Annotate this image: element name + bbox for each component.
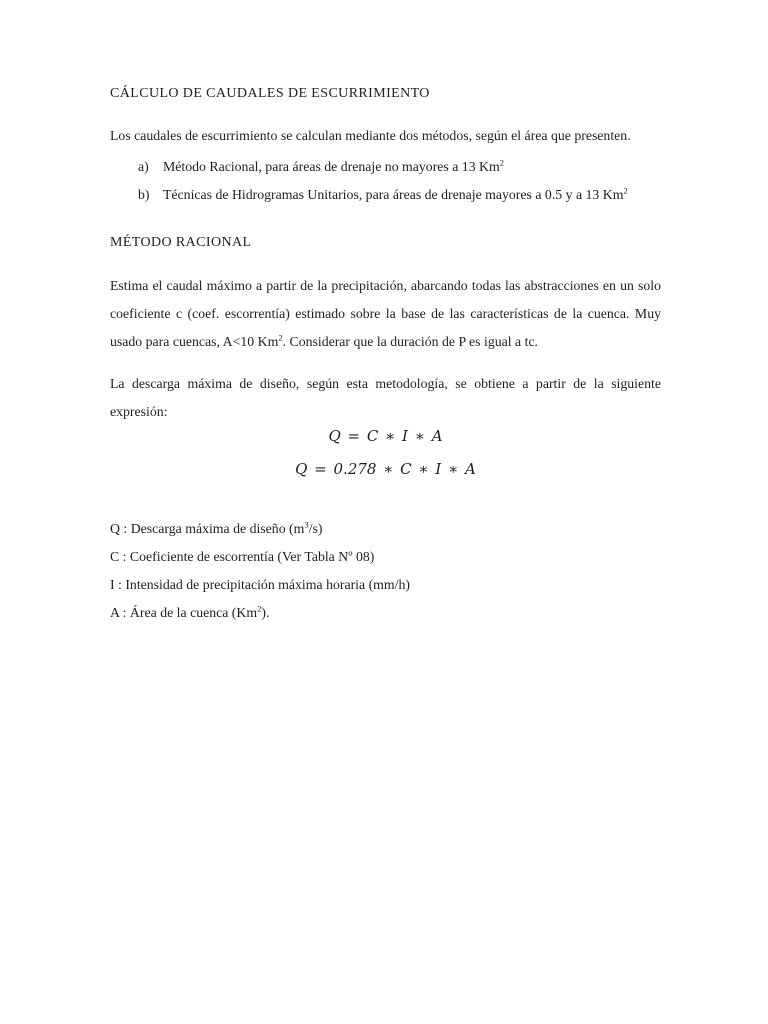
description-text-continued: . Considerar que la duración de P es igual a tc. xyxy=(282,334,539,349)
document-content xyxy=(110,86,661,627)
list-item-method-racional xyxy=(110,153,661,181)
superscript: 2 xyxy=(278,332,283,343)
definition-text-continued: ). xyxy=(261,605,270,620)
list-marker-a: a) xyxy=(138,159,149,174)
definition-text: C : Coeficiente de escorrentía (Ver Tabla Nº 08) xyxy=(110,549,375,564)
superscript: 3 xyxy=(304,519,309,530)
definition-a xyxy=(110,599,661,627)
definition-q xyxy=(110,515,661,543)
expression-intro-paragraph: La descarga máxima de diseño, según esta metodología, se obtiene a partir de la siguiente expresión: xyxy=(110,376,661,419)
list-item-text: Técnicas de Hidrogramas Unitarios, para áreas de drenaje mayores a 0.5 y a 13 Km xyxy=(163,187,624,202)
method-description-paragraph xyxy=(110,272,661,356)
intro-paragraph: Los caudales de escurrimiento se calculan mediante dos métodos, según el área que presenten. xyxy=(110,128,631,143)
superscript: 2 xyxy=(623,185,628,196)
definition-text: I : Intensidad de precipitación máxima horaria (mm/h) xyxy=(110,577,410,592)
definition-c xyxy=(110,543,661,571)
variable-definitions xyxy=(110,515,661,627)
list-marker-b: b) xyxy=(138,187,150,202)
formula-q-equals-0278-cia: Q = 0.278 ∗ C ∗ I ∗ A xyxy=(295,460,476,478)
description-text: Estima el caudal máximo a partir de la precipitación, abarcando todas las abstracciones en un solo coeficiente c (coef. escorrentía) estimado sobre la base de las características de la cuenca. Muy usado para cuencas, A<10 Km xyxy=(110,278,661,349)
definition-text: Q : Descarga máxima de diseño (m xyxy=(110,521,305,536)
list-item-text: Método Racional, para áreas de drenaje no mayores a 13 Km xyxy=(163,159,500,174)
definition-text: A : Área de la cuenca (Km xyxy=(110,605,258,620)
formula-q-equals-cia: Q = C ∗ I ∗ A xyxy=(328,427,443,445)
method-list xyxy=(110,153,661,209)
definition-text-continued: /s) xyxy=(308,521,323,536)
page-title: CÁLCULO DE CAUDALES DE ESCURRIMIENTO xyxy=(110,86,430,101)
list-item-hidrogramas-unitarios xyxy=(110,181,661,209)
definition-i xyxy=(110,571,661,599)
superscript: 2 xyxy=(499,157,505,168)
section-heading-metodo-racional: MÉTODO RACIONAL xyxy=(110,235,252,250)
superscript: 2 xyxy=(257,603,262,614)
